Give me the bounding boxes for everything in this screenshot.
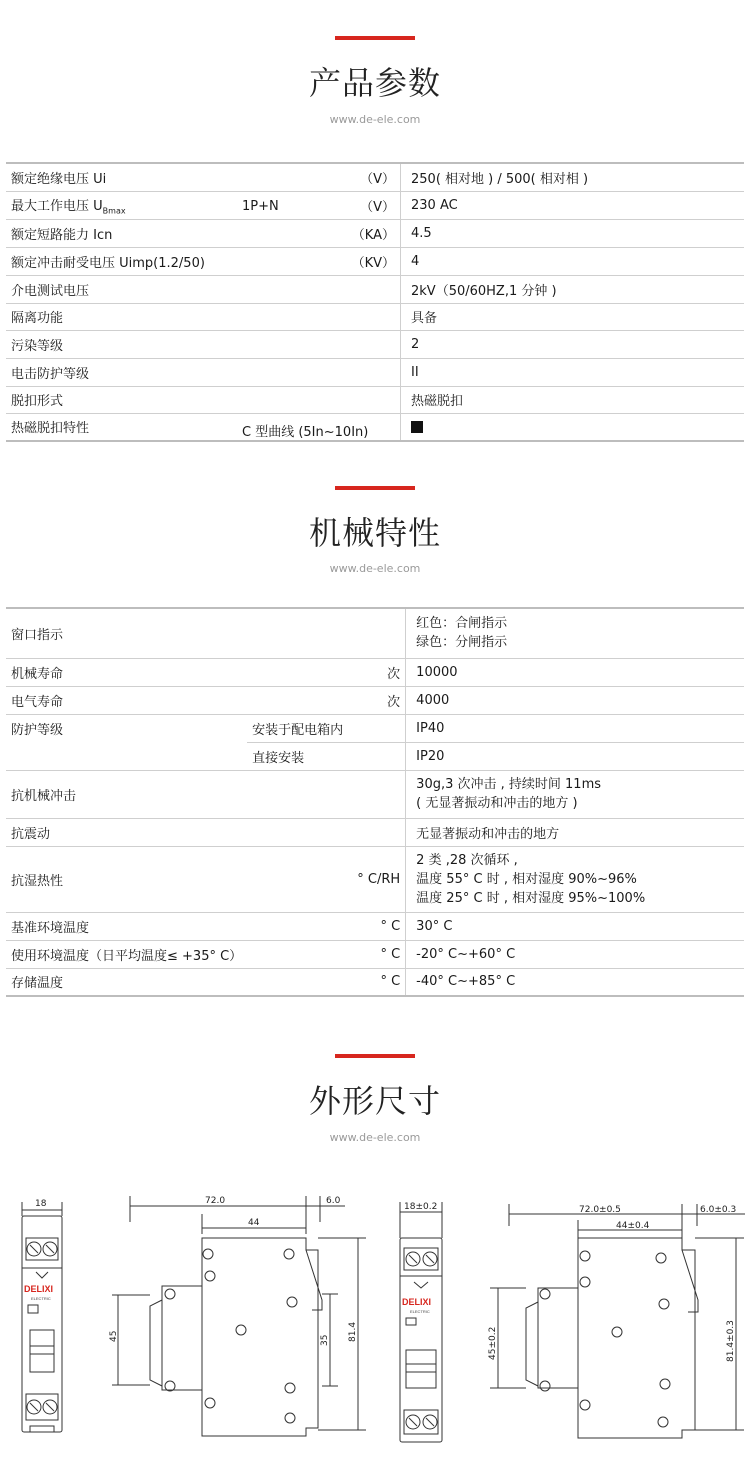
row-unit: ° C <box>247 968 406 996</box>
row-value: 250( 相对地 ) / 500( 相对相 ) <box>401 163 745 191</box>
row-value-line: 2 类 ,28 次循环 , <box>416 852 518 868</box>
table-row <box>6 303 744 330</box>
row-mid: 1P+N <box>242 198 279 214</box>
row-mid <box>242 413 401 441</box>
row-unit <box>247 770 406 818</box>
table-row <box>6 358 744 386</box>
table-row <box>6 968 744 996</box>
row-label: 额定短路能力 Icn <box>6 219 242 247</box>
table-row <box>6 386 744 413</box>
row-label: 脱扣形式 <box>6 386 242 413</box>
row-label: 电气寿命 <box>6 686 247 714</box>
side1-overall-label: 72.0 <box>205 1196 226 1206</box>
table-row <box>6 247 744 275</box>
front-view-1 <box>22 1202 62 1432</box>
table-row <box>6 413 744 441</box>
row-label-empty <box>6 742 247 770</box>
row-unit <box>242 275 401 303</box>
section-url-params: www.de-ele.com <box>329 113 421 126</box>
row-value: 230 AC <box>401 191 745 219</box>
row-unit <box>242 358 401 386</box>
row-unit: ° C <box>247 912 406 940</box>
table-row <box>6 714 744 742</box>
row-value <box>401 413 745 441</box>
front-view-2 <box>400 1202 442 1442</box>
table-row <box>6 219 744 247</box>
row-label <box>6 191 242 219</box>
row-value <box>406 770 744 818</box>
row-unit <box>242 330 401 358</box>
front1-brand: DELIXI <box>24 1284 54 1294</box>
row-unit: 次 <box>247 686 406 714</box>
side2-total-height-label: 81.4±0.3 <box>726 1320 736 1362</box>
side1-right-label: 6.0 <box>326 1196 341 1206</box>
side1-total-height-label: 81.4 <box>348 1321 358 1342</box>
row-unit: ° C <box>247 940 406 968</box>
front2-brand-sub: ELECTRIC <box>410 1309 430 1314</box>
front2-width-label: 18±0.2 <box>404 1202 438 1212</box>
section-divider-params <box>335 36 415 40</box>
row-label: 防护等级 <box>6 714 247 742</box>
row-value-line: 红色：合闸指示 <box>416 616 508 632</box>
params-table <box>6 162 744 442</box>
row-label: 电击防护等级 <box>6 358 242 386</box>
row-value: 2kV（50/60HZ,1 分钟 ) <box>401 275 745 303</box>
row-label: 存储温度 <box>6 968 247 996</box>
row-value: 无显著振动和冲击的地方 <box>406 818 744 846</box>
row-label-sub: Bmax <box>102 206 126 216</box>
side1-inner-label: 44 <box>248 1218 260 1228</box>
row-sub-label: 安装于配电箱内 <box>247 714 406 742</box>
row-label: 窗口指示 <box>6 608 247 658</box>
row-value-line: 温度 55° C 时 , 相对湿度 90%~96% <box>416 871 637 887</box>
section-title-params: 产品参数 <box>308 64 441 102</box>
table-row <box>6 191 744 219</box>
section-url-mech: www.de-ele.com <box>329 562 421 575</box>
row-value <box>406 846 744 912</box>
side-view-2 <box>490 1204 745 1438</box>
table-row <box>6 686 744 714</box>
row-value: IP20 <box>406 742 744 770</box>
row-value: 具备 <box>401 303 745 330</box>
front1-width-label: 18 <box>35 1199 47 1209</box>
row-label: 基准环境温度 <box>6 912 247 940</box>
row-value: II <box>401 358 745 386</box>
side1-left-height-label: 45 <box>109 1330 119 1342</box>
row-value: IP40 <box>406 714 744 742</box>
side1-mid-height-label: 35 <box>320 1334 330 1346</box>
row-label: 热磁脱扣特性 <box>6 413 242 441</box>
table-row <box>6 608 744 658</box>
row-value: 4.5 <box>401 219 745 247</box>
side2-right-label: 6.0±0.3 <box>700 1205 737 1215</box>
row-unit: （V） <box>360 199 395 215</box>
table-row <box>6 846 744 912</box>
row-label: 抗机械冲击 <box>6 770 247 818</box>
filled-square-icon <box>411 421 423 433</box>
row-label: 隔离功能 <box>6 303 242 330</box>
row-label: 使用环境温度（日平均温度≤ +35° C） <box>6 940 247 968</box>
table-row <box>6 912 744 940</box>
row-label: 污染等级 <box>6 330 242 358</box>
row-value-line: 绿色：分闸指示 <box>416 635 508 651</box>
row-label-text: 最大工作电压 U <box>11 198 103 214</box>
row-value-line: 温度 25° C 时 , 相对湿度 95%~100% <box>416 890 646 906</box>
row-mid-unit <box>242 191 401 219</box>
row-unit: （V） <box>242 163 401 191</box>
front1-brand-sub: ELECTRIC <box>31 1296 51 1301</box>
row-value: 4 <box>401 247 745 275</box>
row-unit <box>247 608 406 658</box>
dimension-drawings <box>0 1190 750 1450</box>
side2-left-height-label: 45±0.2 <box>488 1326 498 1360</box>
row-label: 抗震动 <box>6 818 247 846</box>
row-unit: （KV） <box>242 247 401 275</box>
row-value: 4000 <box>406 686 744 714</box>
table-row <box>6 742 744 770</box>
row-value <box>406 608 744 658</box>
section-divider-mech <box>335 486 415 490</box>
side-view-1 <box>112 1196 366 1436</box>
table-row <box>6 940 744 968</box>
row-unit <box>242 303 401 330</box>
row-label: 机械寿命 <box>6 658 247 686</box>
row-unit <box>247 818 406 846</box>
row-label: 额定冲击耐受电压 Uimp(1.2/50) <box>6 247 242 275</box>
row-unit: ° C/RH <box>247 846 406 912</box>
row-label: 介电测试电压 <box>6 275 242 303</box>
section-url-dims: www.de-ele.com <box>329 1131 421 1144</box>
front2-brand: DELIXI <box>402 1297 432 1307</box>
side2-inner-label: 44±0.4 <box>616 1221 650 1231</box>
section-title-mech: 机械特性 <box>308 514 441 552</box>
row-value: 30° C <box>406 912 744 940</box>
row-value: 2 <box>401 330 745 358</box>
table-row <box>6 163 744 191</box>
mech-table <box>6 607 744 997</box>
table-row <box>6 658 744 686</box>
section-divider-dims <box>335 1054 415 1058</box>
table-row <box>6 770 744 818</box>
row-label: 额定绝缘电压 Ui <box>6 163 242 191</box>
row-value: 热磁脱扣 <box>401 386 745 413</box>
row-mid-text: C 型曲线 (5In~10In) <box>242 424 369 440</box>
row-unit: （KA） <box>242 219 401 247</box>
row-sub-label: 直接安装 <box>247 742 406 770</box>
row-value: -20° C~+60° C <box>406 940 744 968</box>
table-row <box>6 275 744 303</box>
row-value-line: ( 无显著振动和冲击的地方 ) <box>416 796 578 811</box>
table-row <box>6 818 744 846</box>
row-unit: 次 <box>247 658 406 686</box>
row-unit <box>242 386 401 413</box>
side2-overall-label: 72.0±0.5 <box>579 1205 621 1215</box>
table-row <box>6 330 744 358</box>
row-value: 10000 <box>406 658 744 686</box>
section-title-dims: 外形尺寸 <box>308 1082 441 1120</box>
row-value-line: 30g,3 次冲击 , 持续时间 11ms <box>416 777 602 792</box>
row-value: -40° C~+85° C <box>406 968 744 996</box>
row-label: 抗湿热性 <box>6 846 247 912</box>
